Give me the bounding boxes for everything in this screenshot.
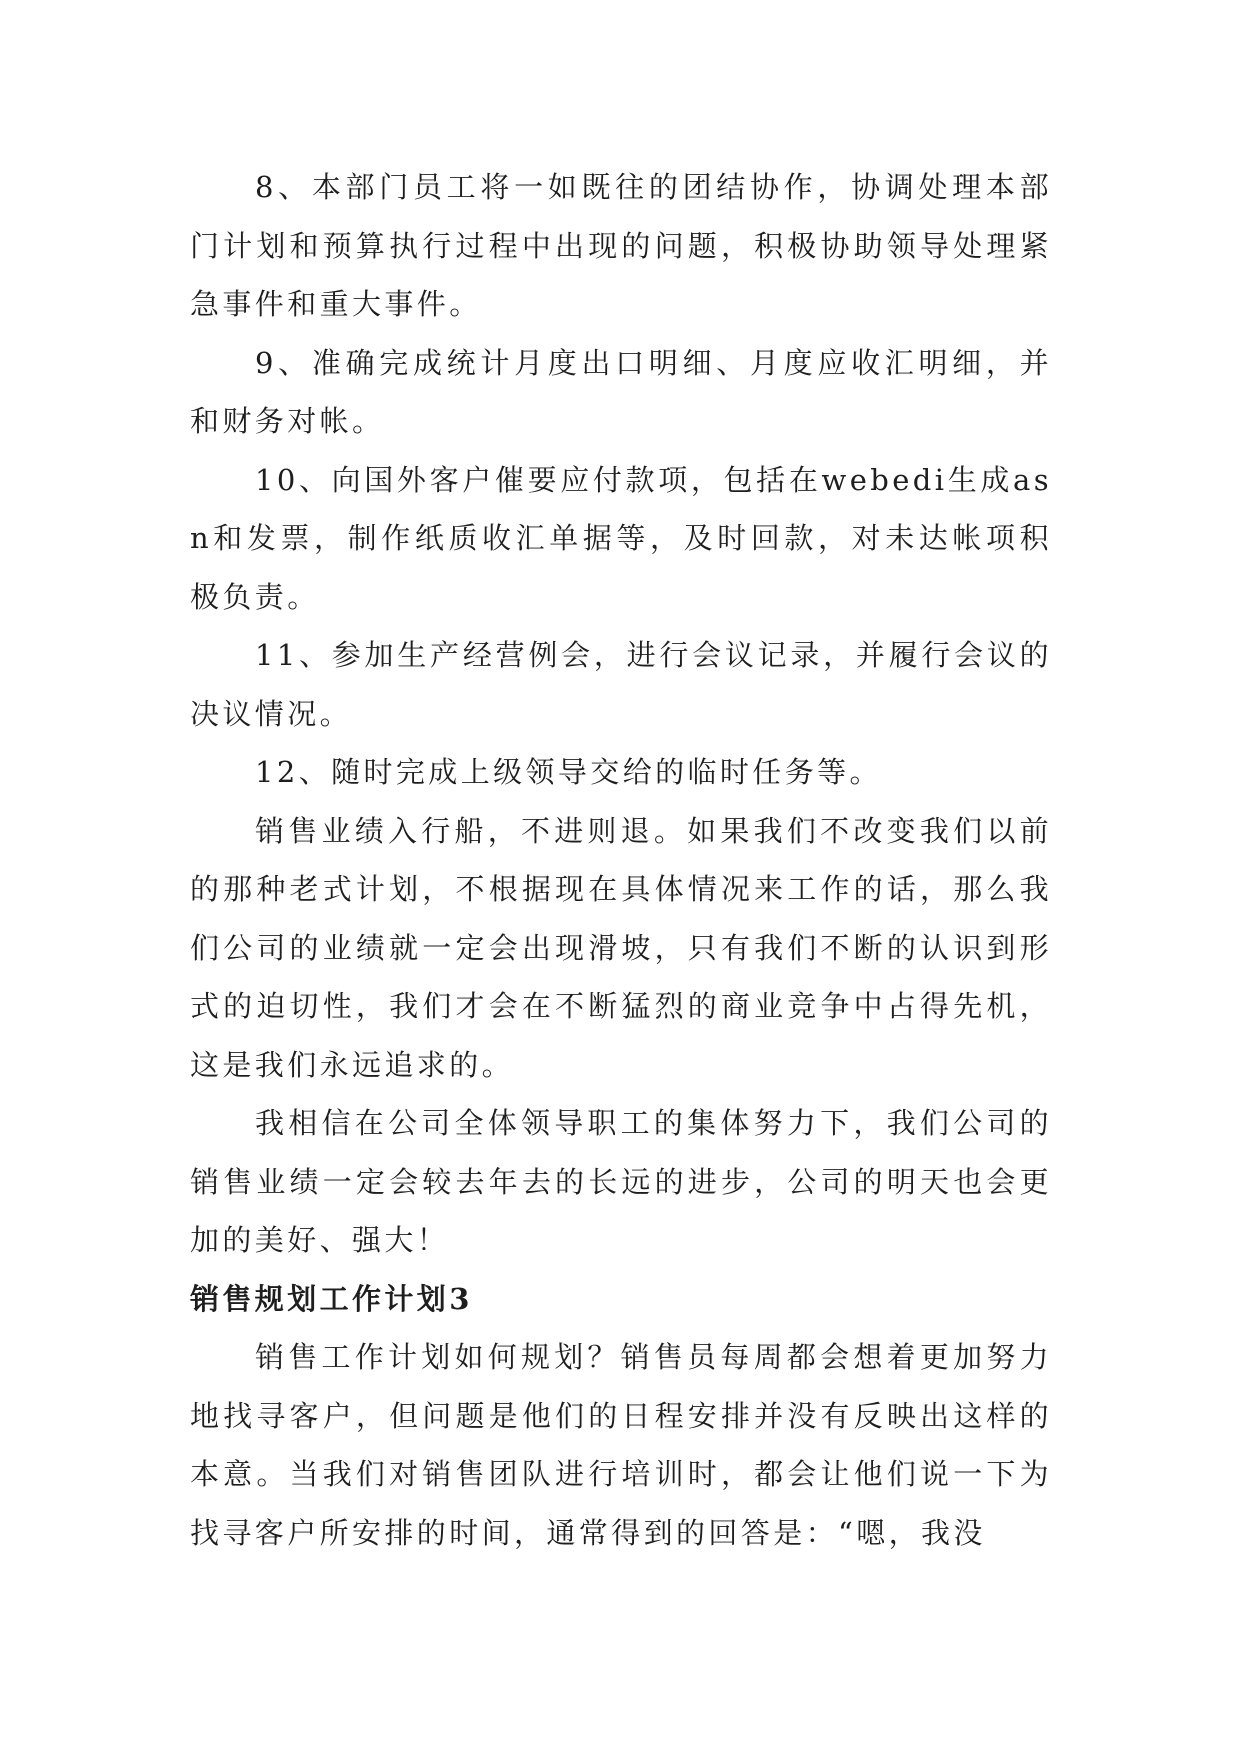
paragraph-item-8: 8、本部门员工将一如既往的团结协作，协调处理本部门计划和预算执行过程中出现的问题，积极协助领导处理紧急事件和重大事件。 <box>190 170 1052 321</box>
paragraph-confidence: 我相信在公司全体领导职工的集体努力下，我们公司的销售业绩一定会较去年去的长远的进步，公司的明天也会更加的美好、强大！ <box>190 1106 1052 1257</box>
document-body <box>190 158 1052 1562</box>
section-title: 销售规划工作计划3 <box>190 1281 473 1316</box>
paragraph-item-10: 10、向国外客户催要应付款项，包括在webedi生成asn和发票，制作纸质收汇单据等，及时回款，对未达帐项积极负责。 <box>190 462 1052 614</box>
paragraph-item-9: 9、准确完成统计月度出口明细、月度应收汇明细，并和财务对帐。 <box>190 345 1052 438</box>
paragraph-sales-plan-intro: 销售工作计划如何规划？销售员每周都会想着更加努力地找寻客户，但问题是他们的日程安排并没有反映出这样的本意。当我们对销售团队进行培训时，都会让他们说一下为找寻客户所安排的时间，通常得到的回答是：“嗯，我没 <box>190 1340 1052 1550</box>
paragraph-sales-performance: 销售业绩入行船，不进则退。如果我们不改变我们以前的那种老式计划，不根据现在具体情况来工作的话，那么我们公司的业绩就一定会出现滑坡，只有我们不断的认识到形式的迫切性，我们才会在不断猛烈的商业竞争中占得先机，这是我们永远追求的。 <box>190 813 1052 1082</box>
paragraph-item-12: 12、随时完成上级领导交给的临时任务等。 <box>255 755 882 789</box>
paragraph-item-11: 11、参加生产经营例会，进行会议记录，并履行会议的决议情况。 <box>190 638 1052 731</box>
